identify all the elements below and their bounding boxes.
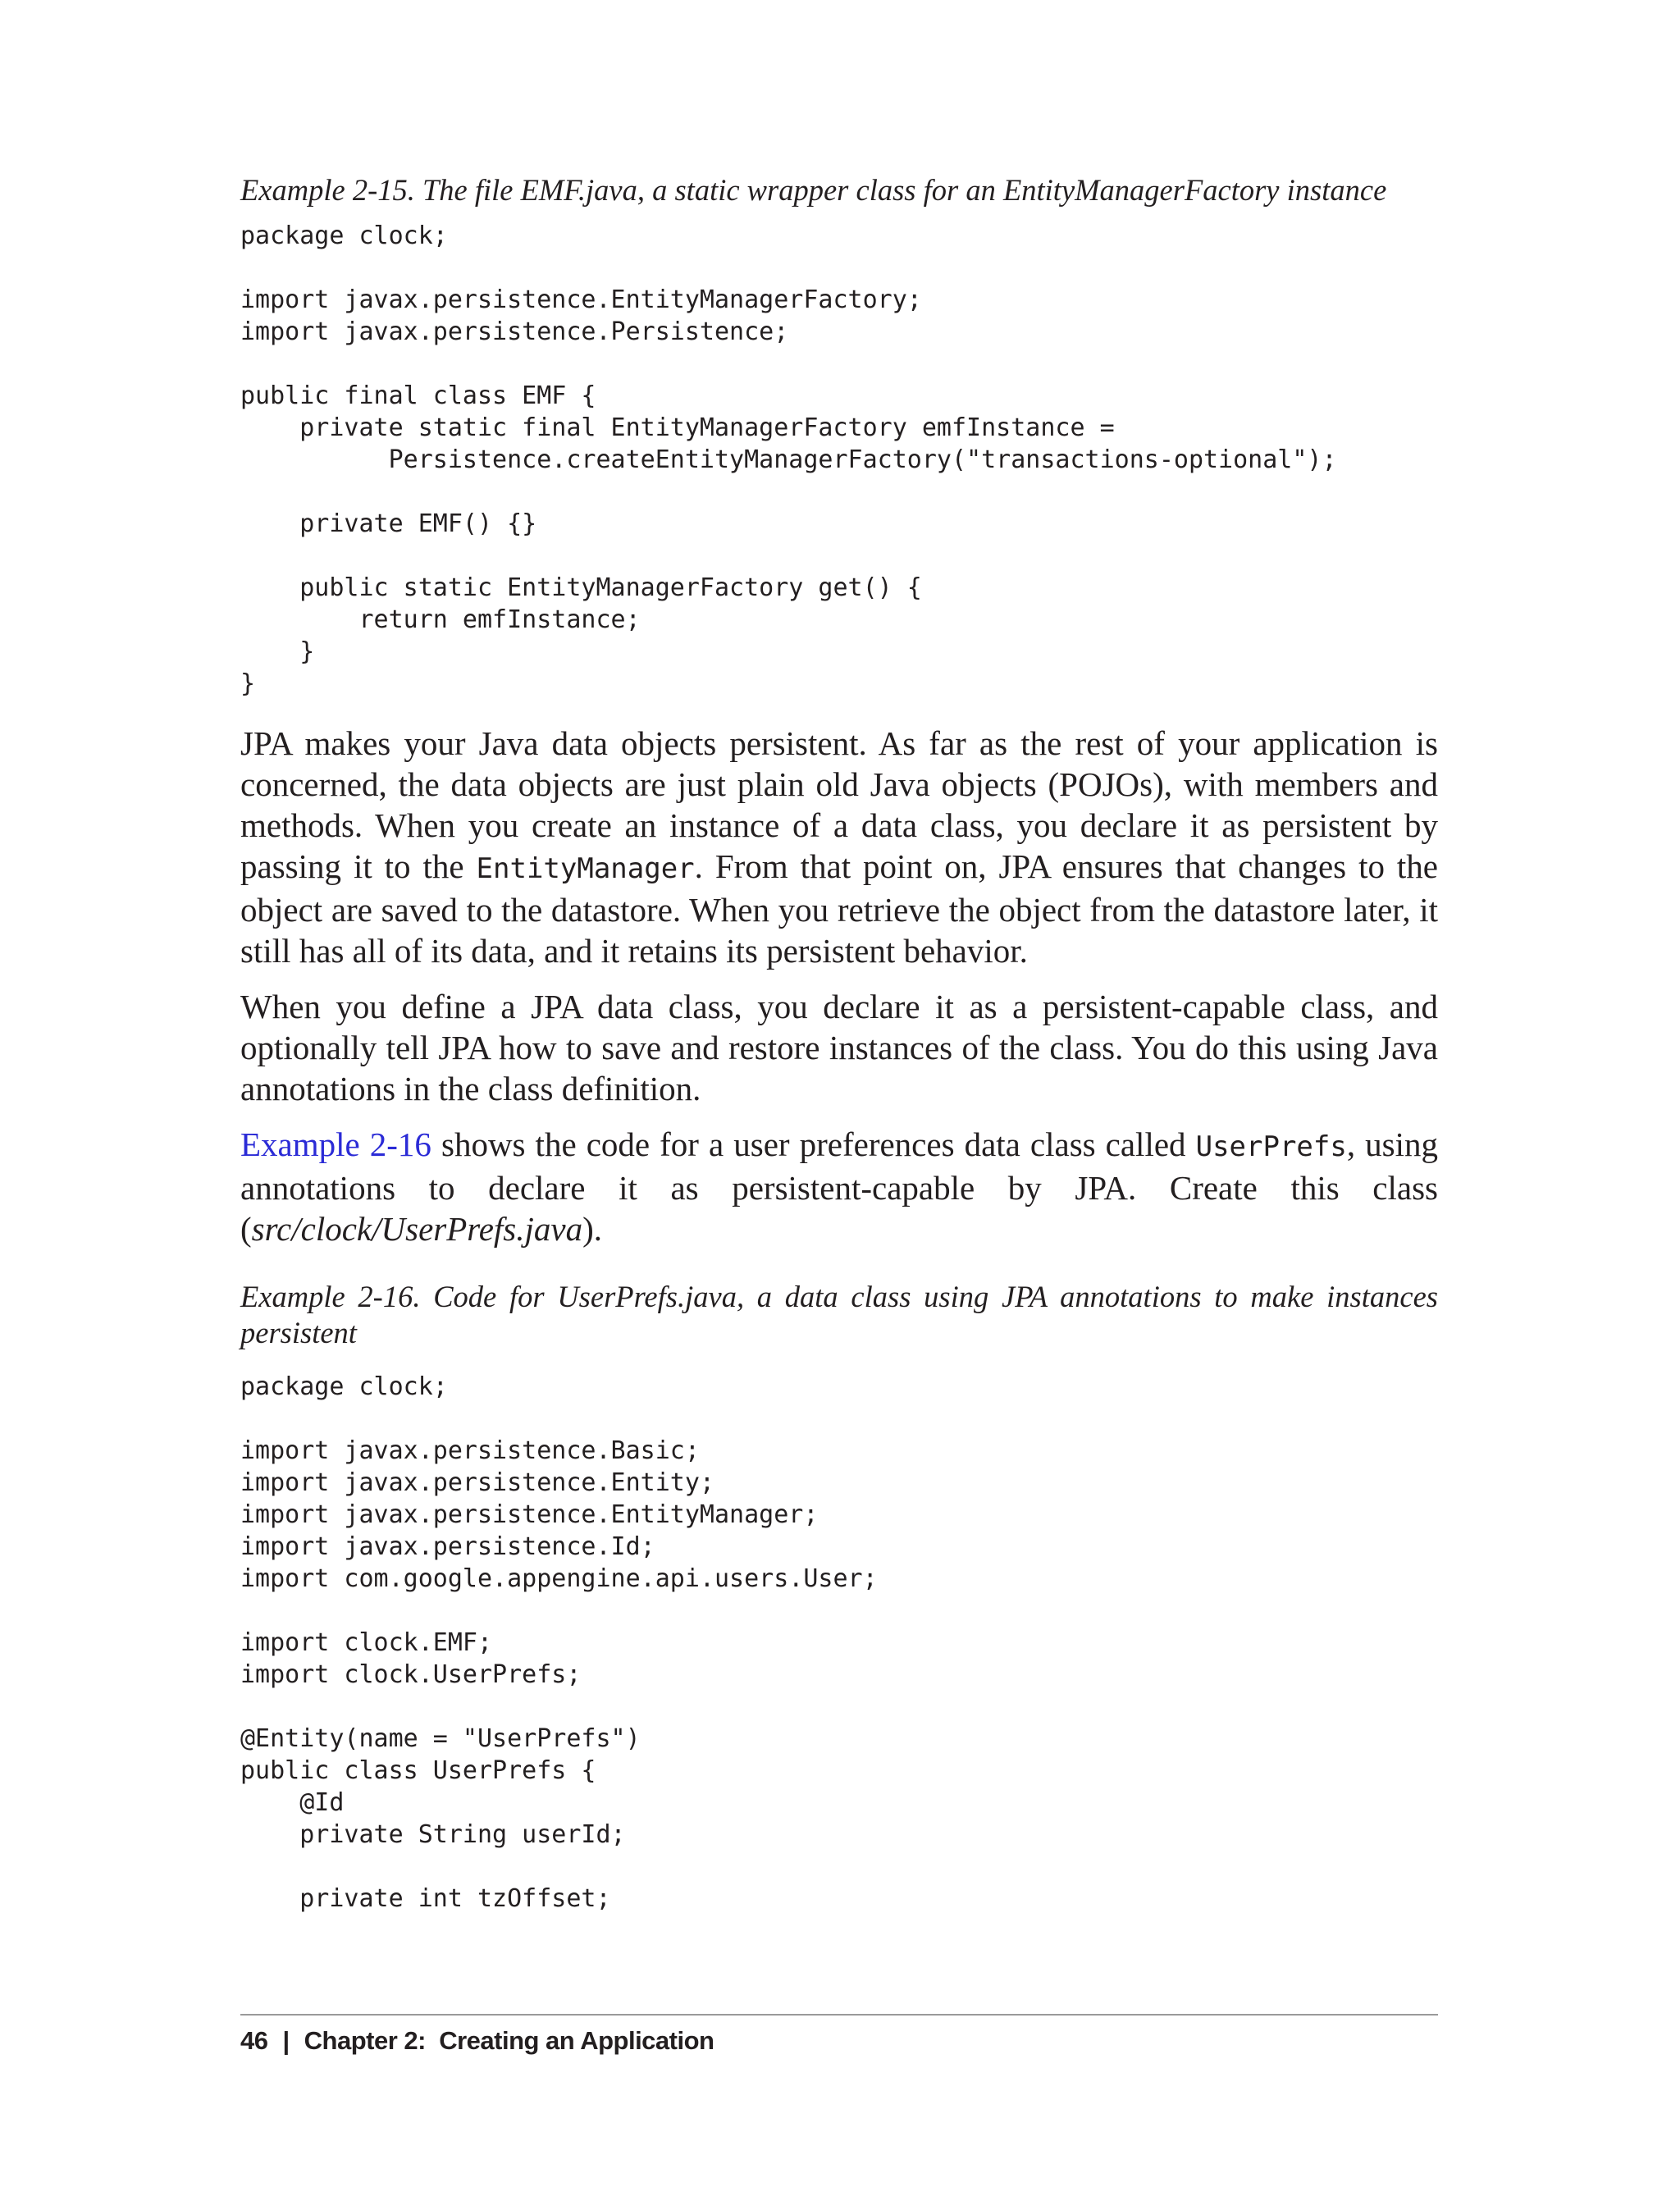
footer-divider	[240, 2014, 1438, 2016]
chapter-title: Chapter 2: Creating an Application	[304, 2026, 714, 2055]
inline-code-userprefs: UserPrefs	[1195, 1130, 1347, 1163]
example-2-16-code: package clock; import javax.persistence.Basic; import javax.persistence.Entity; import javax.persistence.EntityManager; import javax.persistence.Id; import com.google.appengine.api.users.User; import clock.EMF; import clock.UserPrefs; @Entity(name = "UserPrefs") public class UserPrefs { @Id private String userId; private int tzOffset;	[240, 1372, 878, 1913]
paragraph-jpa-persistent	[240, 723, 1438, 971]
page-number: 46	[240, 2026, 268, 2055]
file-path: src/clock/UserPrefs.java	[251, 1210, 583, 1248]
paragraph-3-text-b: , using annotations to declare it as persistent-capable by JPA. Create this class (	[240, 1125, 1438, 1248]
paragraph-example-reference	[240, 1124, 1438, 1249]
paragraph-3-text-c: ).	[582, 1210, 602, 1248]
example-2-15-caption: Example 2-15. The file EMF.java, a static wrapper class for an EntityManagerFactory instance	[240, 173, 1387, 207]
example-2-16-link[interactable]: Example 2-16	[240, 1125, 431, 1163]
paragraph-1-text-a: JPA makes your Java data objects persistent. As far as the rest of your application is concerned, the data objects are just plain old Java objects (POJOs), with members and methods. When you create an instance of a data class, you declare it as persistent by passing it to the	[240, 724, 1438, 885]
inline-code-entitymanager: EntityManager	[476, 852, 695, 885]
page-footer	[240, 2026, 714, 2056]
paragraph-3-text-a: shows the code for a user preferences data class called	[431, 1125, 1196, 1163]
example-2-16-caption: Example 2-16. Code for UserPrefs.java, a data class using JPA annotations to make instances persistent	[240, 1280, 1438, 1349]
page-content	[240, 172, 1438, 1915]
footer-separator: |	[282, 2026, 290, 2055]
example-2-15-code: package clock; import javax.persistence.EntityManagerFactory; import javax.persistence.Persistence; public final class EMF { private static final EntityManagerFactory emfInstance = Persistence.createEntityManagerFactory("transactions-optional"); private EMF() {} public static EntityManagerFactory get() { return emfInstance; } }	[240, 221, 1337, 698]
paragraph-define-data-class: When you define a JPA data class, you declare it as a persistent-capable class, and optionally tell JPA how to save and restore instances of the class. You do this using Java annotations in the class definition.	[240, 988, 1438, 1107]
paragraph-1-text-b: . From that point on, JPA ensures that changes to the object are saved to the datastore. When you retrieve the object from the datastore later, it still has all of its data, and it retains its persistent behavior.	[240, 847, 1439, 970]
